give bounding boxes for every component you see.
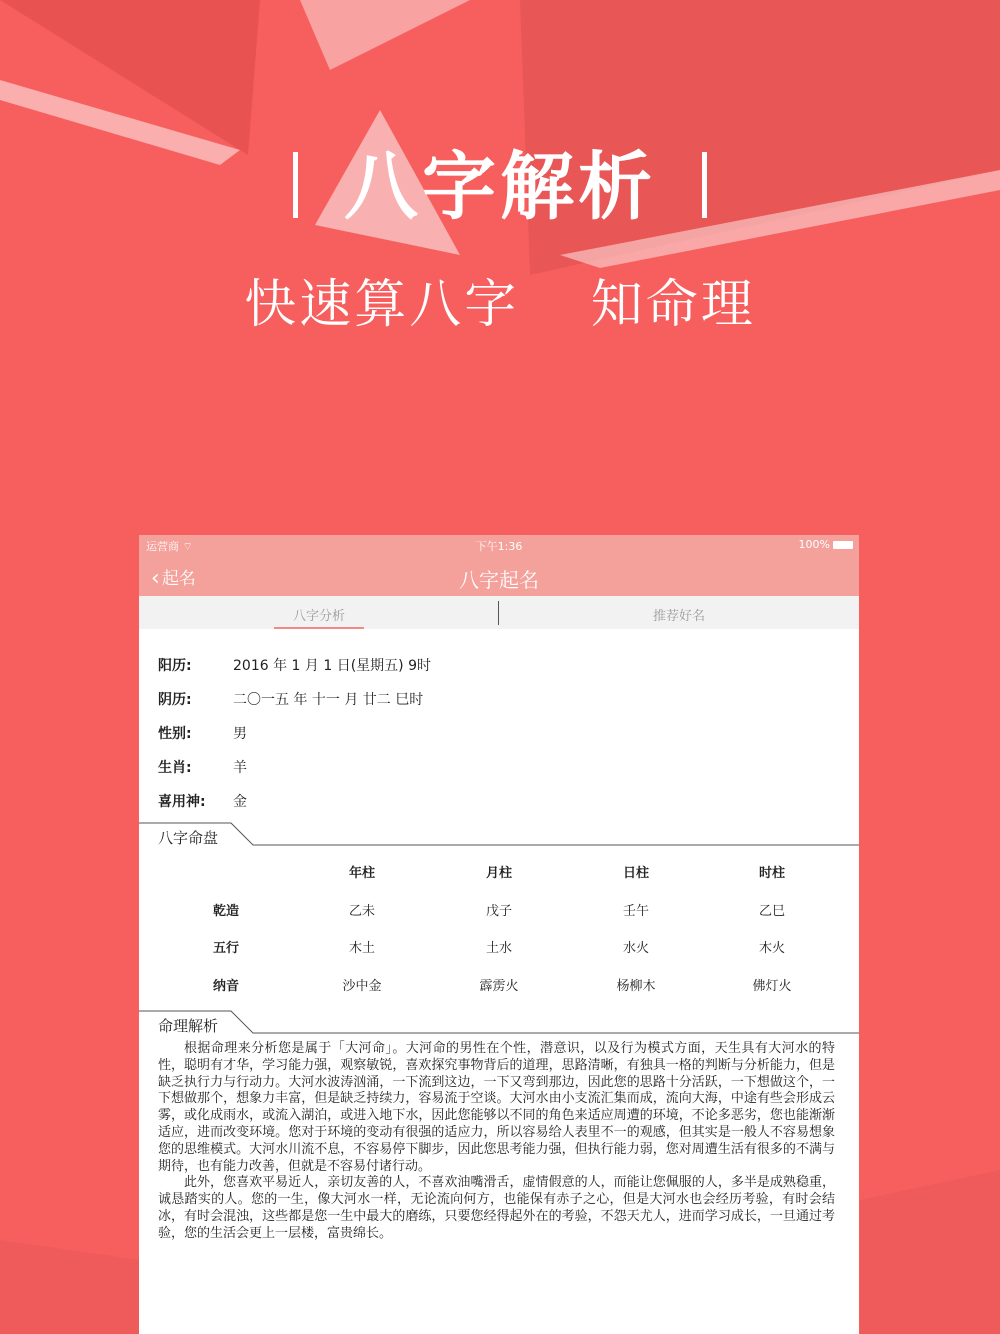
tab-recommended-names[interactable]: 推荐好名 bbox=[652, 609, 705, 624]
info-value: 男 bbox=[233, 726, 247, 742]
bazi-cell: 壬午 bbox=[622, 903, 649, 919]
wifi-icon: ⌔ bbox=[182, 540, 193, 553]
section-tab-shape bbox=[139, 821, 859, 851]
chevron-left-icon: ‹ bbox=[151, 566, 160, 591]
bazi-cell: 土水 bbox=[485, 941, 512, 956]
bazi-cell: 木土 bbox=[348, 941, 375, 956]
section-tab-shape bbox=[139, 1009, 859, 1039]
nav-title: 八字起名 bbox=[459, 568, 539, 592]
bazi-cell: 佛灯火 bbox=[752, 978, 792, 994]
tab-bazi-analysis[interactable]: 八字分析 bbox=[292, 609, 345, 624]
bazi-row-qianzao bbox=[139, 900, 859, 938]
bazi-cell: 霹雳火 bbox=[479, 978, 519, 994]
bazi-row-wuxing bbox=[139, 937, 859, 975]
app-screen bbox=[139, 535, 859, 1334]
column-header: 日柱 bbox=[622, 866, 649, 881]
analysis-section-header bbox=[139, 1009, 859, 1039]
column-header: 年柱 bbox=[348, 866, 375, 881]
battery-icon bbox=[833, 541, 853, 549]
promo-subtitle-right: 知命理 bbox=[590, 275, 756, 335]
info-key: 喜用神: bbox=[158, 794, 206, 810]
segmented-tabs bbox=[139, 596, 859, 629]
column-header: 月柱 bbox=[485, 866, 512, 881]
analysis-text bbox=[158, 1041, 835, 1243]
promo-subtitle bbox=[0, 262, 1000, 337]
selected-tab-indicator bbox=[274, 627, 364, 629]
info-key: 性别: bbox=[158, 726, 192, 742]
row-label: 五行 bbox=[212, 941, 239, 956]
bazi-cell: 水火 bbox=[622, 941, 649, 956]
bazi-section-header bbox=[139, 821, 859, 851]
bazi-cell: 乙未 bbox=[348, 903, 375, 919]
promo-subtitle-left: 快速算八字 bbox=[244, 275, 520, 335]
column-header: 时柱 bbox=[758, 866, 785, 881]
info-value: 羊 bbox=[233, 760, 247, 776]
nav-bar bbox=[139, 555, 859, 596]
info-value: 2016 年 1 月 1 日(星期五) 9时 bbox=[233, 658, 431, 674]
info-key: 阴历: bbox=[158, 692, 192, 708]
analysis-paragraph: 根据命理来分析您是属于「大河命」。大河命的男性在个性，潜意识，以及行为模式方面，天生具有大河水的特性，聪明有才华，学习能力强，观察敏锐，喜欢探究事物背后的道理，思路清晰，有独具一格的判断与分析能力，但是缺乏执行力与行动力。大河水波涛汹涌，一下流到这边，一下又弯到那边，因此您的思路十分活跃，一下想做这个，一下想做那个，想象力丰富，但是缺乏持续力，容易流于空谈。大河水由小支流汇集而成，流向大海，中途有些会形成云雾，或化成雨水，或流入湖泊，或进入地下水，因此您能够以不同的角色来适应周遭的环境，不论多恶劣，您也能渐渐适应，进而改变环境。您对于环境的变动有很强的适应力，所以容易给人表里不一的观感，但其实是一般人不容易想象您的思维模式。大河水川流不息，不容易停下脚步，因此您思考能力强，但执行能力弱，您对周遭生活有很多的不满与期待，也有能力改善，但就是不容易付诸行动。 bbox=[158, 1041, 835, 1174]
carrier-label: 运营商 ⌔ bbox=[146, 540, 193, 553]
promo-title bbox=[0, 128, 1000, 234]
row-label: 纳音 bbox=[212, 978, 239, 994]
back-label: 起名 bbox=[161, 569, 196, 589]
status-bar bbox=[139, 535, 859, 555]
row-label: 乾造 bbox=[212, 903, 239, 919]
bazi-chart bbox=[139, 862, 859, 1012]
info-value: 二〇一五 年 十一 月 廿二 巳时 bbox=[233, 692, 424, 708]
bazi-cell: 木火 bbox=[758, 941, 785, 956]
bazi-header-row bbox=[139, 862, 859, 900]
bazi-section-title: 八字命盘 bbox=[158, 829, 219, 847]
promo-title-text: 八字解析 bbox=[344, 144, 656, 230]
title-bar-left bbox=[293, 152, 298, 218]
bazi-row-nayin bbox=[139, 975, 859, 1013]
info-value: 金 bbox=[233, 794, 247, 810]
bazi-cell: 乙巳 bbox=[758, 903, 785, 919]
info-key: 生肖: bbox=[158, 760, 192, 776]
analysis-section-title: 命理解析 bbox=[158, 1017, 219, 1035]
analysis-paragraph: 此外，您喜欢平易近人，亲切友善的人，不喜欢油嘴滑舌，虚情假意的人，而能让您佩服的人，多半是成熟稳重，诚恳踏实的人。您的一生，像大河水一样，无论流向何方，也能保有赤子之心，但是大河水也会经历考验，有时会结冰，有时会混浊，这些都是您一生中最大的磨练，只要您经得起外在的考验，不怨天尤人，进而学习成长，一旦通过考验，您的生活会更上一层楼，富贵绵长。 bbox=[158, 1175, 835, 1241]
bazi-cell: 杨柳木 bbox=[616, 978, 656, 994]
title-bar-right bbox=[702, 152, 707, 218]
bazi-cell: 沙中金 bbox=[342, 978, 382, 994]
bazi-cell: 戊子 bbox=[485, 903, 512, 919]
battery-indicator: 100% bbox=[799, 538, 853, 551]
info-key: 阳历: bbox=[158, 658, 192, 674]
status-time: 下午1:36 bbox=[475, 540, 523, 553]
